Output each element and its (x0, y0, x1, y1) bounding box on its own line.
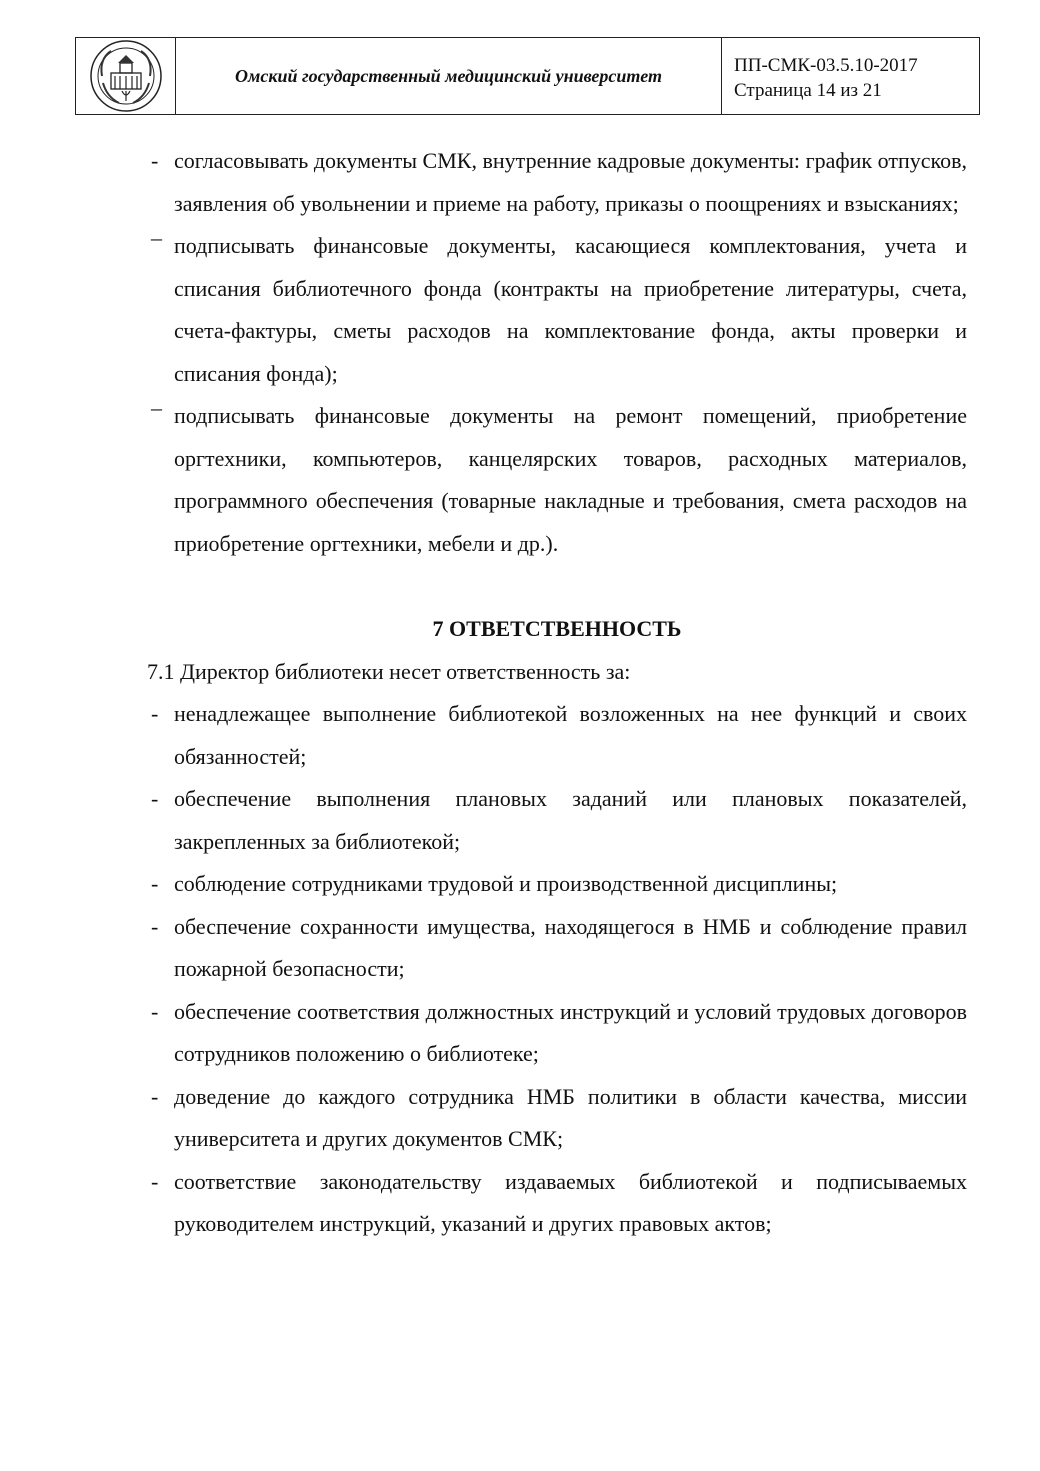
list-bullet: ‒ (151, 225, 162, 250)
list-item-text: соблюдение сотрудниками трудовой и производственной дисциплины; (174, 871, 838, 896)
page-header (75, 37, 980, 115)
list-item-text: обеспечение соответствия должностных инструкций и условий трудовых договоров сотрудников положению о библиотеке; (174, 998, 967, 1066)
list-item (147, 225, 967, 395)
list-bullet: - (151, 1083, 159, 1109)
list-item (147, 778, 967, 863)
list-bullet: ‒ (151, 395, 162, 420)
list-bullet: - (151, 871, 159, 896)
list-item-text: обеспечение выполнения плановых заданий или плановых показателей, закрепленных за библиотекой; (174, 786, 967, 854)
list-item (147, 395, 967, 565)
document-code: ПП-СМК-03.5.10-2017 (734, 55, 918, 76)
page-number: Страница 14 из 21 (734, 80, 882, 101)
list-item-text: подписывать финансовые документы, касающиеся комплектования, учета и списания библиотечного фонда (контракты на приобретение литературы, счета, счета-фактуры, сметы расходов на комплектование фонда, акты проверки и списания фонда); (174, 233, 967, 386)
list-item-text: подписывать финансовые документы на ремонт помещений, приобретение оргтехники, компьютеров, канцелярских товаров, расходных материалов, программного обеспечения (товарные накладные и требования, смета расходов на приобретение оргтехники, мебели и др.). (174, 403, 967, 556)
list-item (147, 1161, 967, 1246)
document-body (147, 140, 967, 1246)
logo-cell (76, 38, 176, 114)
university-seal-icon (89, 39, 163, 113)
list-bullet: - (151, 786, 159, 811)
section-intro: 7.1 Директор библиотеки несет ответственность за: (147, 658, 631, 684)
section-heading: 7 ОТВЕТСТВЕННОСТЬ (432, 616, 682, 641)
list-item-text: обеспечение сохранности имущества, находящегося в НМБ и соблюдение правил пожарной безопасности; (174, 913, 967, 981)
list-item (147, 1076, 967, 1161)
list-item-text: доведение до каждого сотрудника НМБ политики в области качества, миссии университета и других документов СМК; (174, 1083, 967, 1151)
list-item (147, 906, 967, 991)
list-item (147, 991, 967, 1076)
list-bullet: - (151, 998, 159, 1024)
list-item-text: соответствие законодательству издаваемых библиотекой и подписываемых руководителем инструкций, указаний и других правовых актов; (174, 1168, 967, 1236)
list-item (147, 863, 967, 906)
list-bullet: - (151, 701, 159, 726)
document-info (722, 38, 979, 114)
university-name: Омский государственный медицинский университет (176, 38, 722, 114)
list-item-text: ненадлежащее выполнение библиотекой возложенных на нее функций и своих обязанностей; (174, 701, 967, 769)
list-item (147, 693, 967, 778)
list-item-text: согласовывать документы СМК, внутренние кадровые документы: график отпусков, заявления об увольнении и приеме на работу, приказы о поощрениях и взысканиях; (174, 148, 967, 216)
list-bullet: - (151, 1168, 159, 1194)
list-bullet: - (151, 913, 159, 939)
list-item (147, 140, 967, 225)
list-bullet: - (151, 148, 159, 173)
